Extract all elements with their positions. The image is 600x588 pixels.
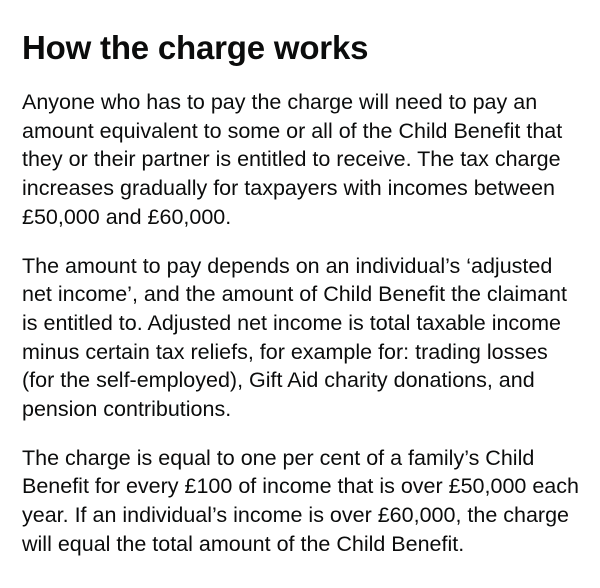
section-heading: How the charge works bbox=[22, 29, 369, 66]
paragraph-charge-rate: The charge is equal to one per cent of a family’s Child Benefit for every £100 of income that is over £50,000 each year. If an individual’s income is over £60,000, the charge will equal the total amount of the Child Benefit. bbox=[22, 445, 579, 556]
paragraph-adjusted-net-income: The amount to pay depends on an individual’s ‘adjusted net income’, and the amount of Child Benefit the claimant is entitled to. Adjusted net income is total taxable income minus certain tax reliefs, for example for: trading losses (for the self-employed), Gift Aid charity donations, and pension contributions. bbox=[22, 253, 567, 422]
paragraph-charge-amount: Anyone who has to pay the charge will need to pay an amount equivalent to some or all of the Child Benefit that they or their partner is entitled to receive. The tax charge increases gradually for taxpayers with incomes between £50,000 and £60,000. bbox=[22, 90, 563, 229]
